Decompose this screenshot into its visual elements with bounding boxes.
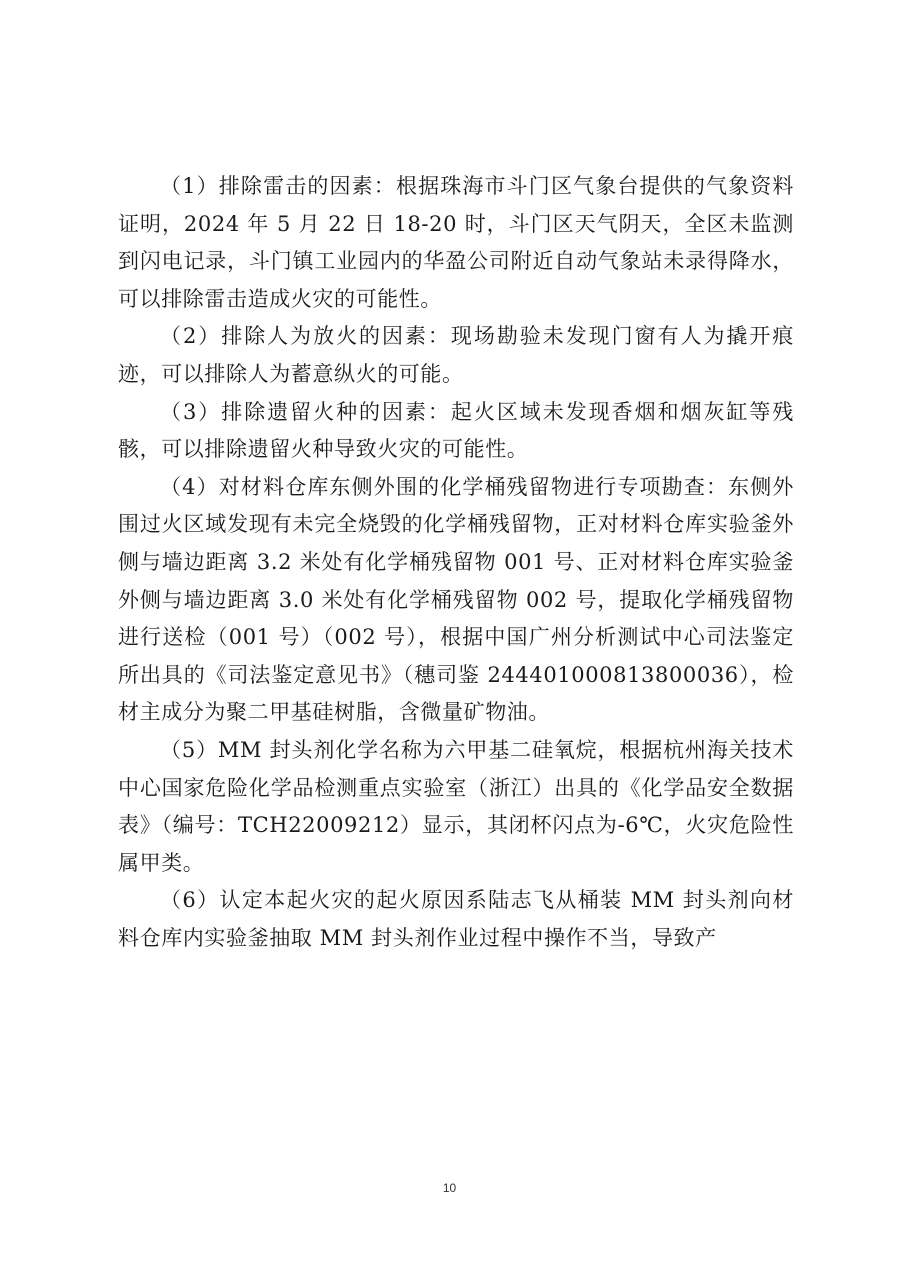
paragraph-lightning: （1）排除雷击的因素：根据珠海市斗门区气象台提供的气象资料证明，2024 年 5 月 22 日 18-20 时，斗门区天气阴天，全区未监测到闪电记录，斗门镇工业园内的华盈公司附近自动气象站未录得降水，可以排除雷击造成火灾的可能性。	[118, 174, 794, 311]
paragraph-chemical-drum-residue: （4）对材料仓库东侧外围的化学桶残留物进行专项勘查：东侧外围过火区域发现有未完全烧毁的化学桶残留物，正对材料仓库实验釜外侧与墙边距离 3.2 米处有化学桶残留物 001 号、正对材料仓库实验釜外侧与墙边距离 3.0 米处有化学桶残留物 002 号，提取化学桶残留物进行送检（001 号）（002 号），根据中国广州分析测试中心司法鉴定所出具的《司法鉴定意见书》（穗司鉴 244401000813800036），检材主成分为聚二甲基硅树脂，含微量矿物油。	[118, 474, 794, 725]
page-number: 10	[442, 1181, 457, 1195]
paragraph-arson: （2）排除人为放火的因素：现场勘验未发现门窗有人为撬开痕迹，可以排除人为蓄意纵火的可能。	[118, 324, 794, 386]
body-text	[118, 168, 794, 957]
paragraph-fire-cause: （6）认定本起火灾的起火原因系陆志飞从桶装 MM 封头剂向材料仓库内实验釜抽取 MM 封头剂作业过程中操作不当，导致产	[118, 888, 794, 950]
paragraph-remaining-fire: （3）排除遗留火种的因素：起火区域未发现香烟和烟灰缸等残骸，可以排除遗留火种导致火灾的可能性。	[118, 399, 794, 462]
paragraph-mm-capping-agent: （5）MM 封头剂化学名称为六甲基二硅氧烷，根据杭州海关技术中心国家危险化学品检测重点实验室（浙江）出具的《化学品安全数据表》（编号：TCH22009212）显示，其闭杯闪点为-6℃，火灾危险性属甲类。	[118, 737, 794, 875]
